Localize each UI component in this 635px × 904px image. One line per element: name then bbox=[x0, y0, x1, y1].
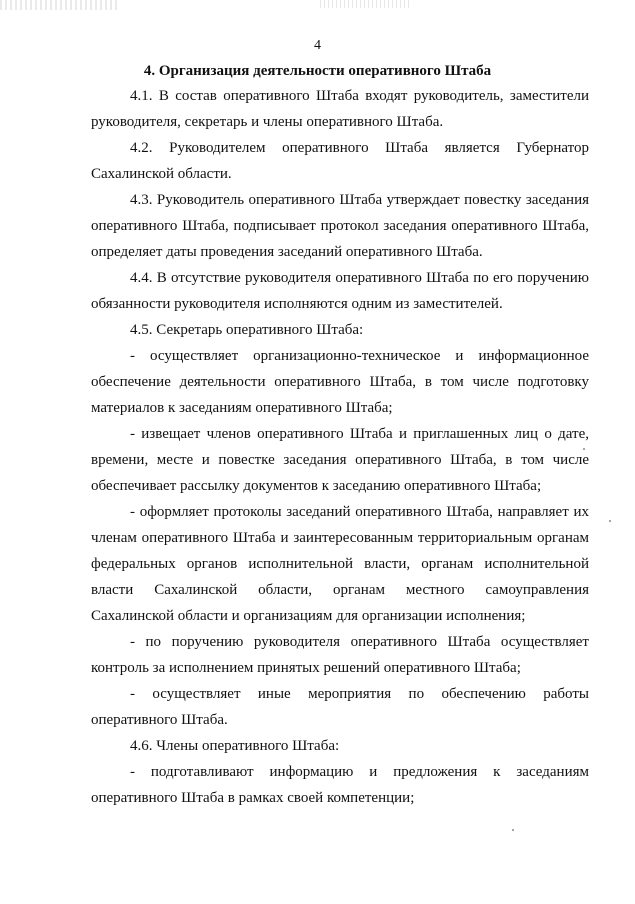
paragraph-4-5: 4.5. Секретарь оперативного Штаба: bbox=[130, 322, 364, 338]
list-item-secretary-3: - оформляет протоколы заседаний оперативного Штаба, направляет их членам оперативного Штаба и заинтересованным территориальным органам федеральных органов исполнительной власти, органам исполнительной власти Сахалинской области, органам местного самоуправления Сахалинской области и организациям для организации исполнения; bbox=[91, 504, 589, 624]
paragraph-4-2: 4.2. Руководителем оперативного Штаба является Губернатор Сахалинской области. bbox=[91, 140, 589, 182]
scan-speck bbox=[583, 448, 585, 450]
paragraph-4-6: 4.6. Члены оперативного Штаба: bbox=[130, 738, 340, 754]
document-body bbox=[91, 83, 589, 811]
scan-artifact bbox=[320, 0, 410, 8]
paragraph-4-1: 4.1. В состав оперативного Штаба входят руководитель, заместители руководителя, секретарь и члены оперативного Штаба. bbox=[91, 88, 589, 130]
section-heading: 4. Организация деятельности оперативного Штаба bbox=[143, 63, 492, 79]
list-item-secretary-1: - осуществляет организационно-техническое и информационное обеспечение деятельности оперативного Штаба, в том числе подготовку материалов к заседаниям оперативного Штаба; bbox=[91, 348, 589, 416]
paragraph-4-3: 4.3. Руководитель оперативного Штаба утверждает повестку заседания оперативного Штаба, подписывает протокол заседания оперативного Штаба, определяет даты проведения заседаний оперативного Штаба. bbox=[91, 192, 589, 260]
list-item-secretary-4: - по поручению руководителя оперативного Штаба осуществляет контроль за исполнением принятых решений оперативного Штаба; bbox=[91, 634, 589, 676]
list-item-secretary-5: - осуществляет иные мероприятия по обеспечению работы оперативного Штаба. bbox=[91, 686, 589, 728]
scan-speck bbox=[512, 829, 514, 831]
scan-speck bbox=[609, 520, 611, 522]
list-item-members-1: - подготавливают информацию и предложения к заседаниям оперативного Штаба в рамках своей компетенции; bbox=[91, 764, 589, 806]
list-item-secretary-2: - извещает членов оперативного Штаба и приглашенных лиц о дате, времени, месте и повестке заседания оперативного Штаба, в том числе обеспечивает рассылку документов к заседанию оперативного Штаба; bbox=[91, 426, 589, 494]
paragraph-4-4: 4.4. В отсутствие руководителя оперативного Штаба по его поручению обязанности руководителя исполняются одним из заместителей. bbox=[91, 270, 589, 312]
scan-artifact bbox=[0, 0, 120, 10]
page-number: 4 bbox=[314, 38, 321, 53]
